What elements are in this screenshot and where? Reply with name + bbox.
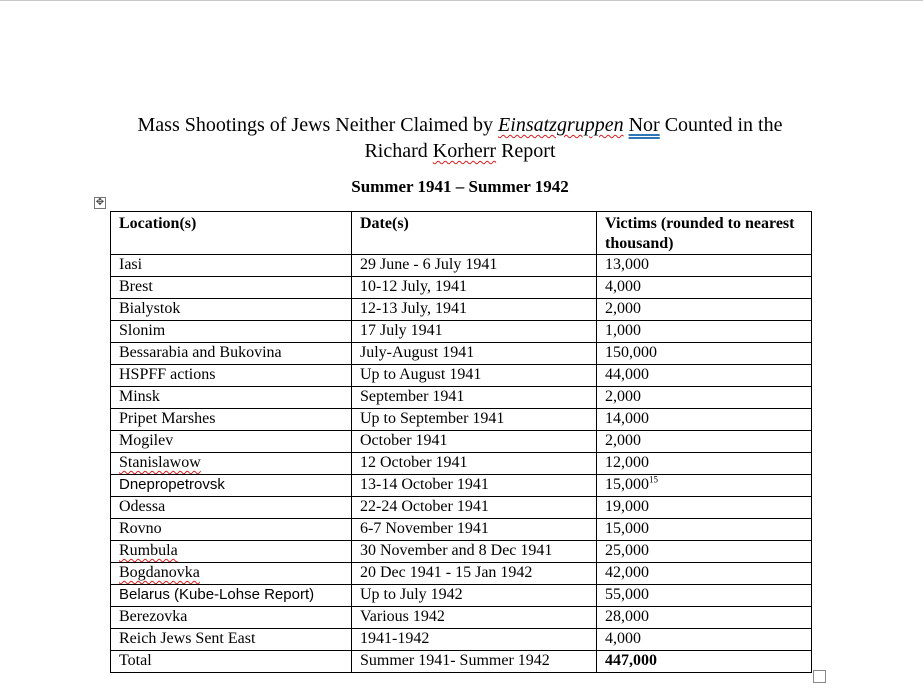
- cell-location: [111, 585, 352, 607]
- cell-victims: [597, 321, 812, 343]
- cell-victims: [597, 409, 812, 431]
- cell-date: 29 June - 6 July 1941: [352, 255, 597, 277]
- victims-text: 25,000: [605, 542, 649, 559]
- table-row: [111, 541, 812, 563]
- resize-square-icon[interactable]: [813, 670, 826, 683]
- cell-location: [111, 475, 352, 497]
- table-row: [111, 387, 812, 409]
- victims-text: 14,000: [605, 410, 649, 427]
- header-victims: Victims (rounded to nearest thousand): [597, 212, 812, 255]
- document-title-line-1: [100, 112, 820, 138]
- victims-text: 1,000: [605, 322, 641, 339]
- cell-date: 13-14 October 1941: [352, 475, 597, 497]
- cell-location: [111, 607, 352, 629]
- cell-location: [111, 365, 352, 387]
- cell-date: 30 November and 8 Dec 1941: [352, 541, 597, 563]
- cell-victims: [597, 607, 812, 629]
- cell-location: [111, 321, 352, 343]
- location-text: Brest: [119, 278, 153, 295]
- cell-victims: [597, 453, 812, 475]
- cell-location: [111, 541, 352, 563]
- table-total-row: [111, 651, 812, 673]
- table-row: [111, 409, 812, 431]
- location-text: Reich Jews Sent East: [119, 630, 256, 647]
- victims-text: 2,000: [605, 300, 641, 317]
- victims-text: 55,000: [605, 586, 649, 603]
- location-text: Bessarabia and Bukovina: [119, 344, 282, 361]
- location-text: Iasi: [119, 256, 143, 273]
- location-text: Mogilev: [119, 432, 174, 449]
- cell-location: [111, 255, 352, 277]
- cell-victims: [597, 541, 812, 563]
- header-location: Location(s): [111, 212, 352, 255]
- title-text: Mass Shootings of Jews Neither Claimed by: [137, 114, 499, 136]
- victims-text: 12,000: [605, 454, 649, 471]
- table-row: [111, 299, 812, 321]
- cell-victims: [597, 365, 812, 387]
- cell-date: Up to July 1942: [352, 585, 597, 607]
- table-row: [111, 563, 812, 585]
- cell-location: [111, 629, 352, 651]
- victims-text: 4,000: [605, 278, 641, 295]
- victims-text: 42,000: [605, 564, 649, 581]
- cell-date: September 1941: [352, 387, 597, 409]
- cell-victims: [597, 585, 812, 607]
- table-row: [111, 475, 812, 497]
- table-row: [111, 365, 812, 387]
- footnote-ref[interactable]: 15: [649, 474, 658, 485]
- victims-text: 447,000: [605, 652, 657, 669]
- table-row: [111, 519, 812, 541]
- location-text: Minsk: [119, 388, 160, 405]
- victims-text: 4,000: [605, 630, 641, 647]
- table-row: [111, 585, 812, 607]
- title-word-nor: Nor: [628, 114, 660, 136]
- victims-text: 2,000: [605, 432, 641, 449]
- victims-text: 44,000: [605, 366, 649, 383]
- cell-victims: [597, 277, 812, 299]
- title-text: Report: [496, 140, 556, 162]
- victims-text: 15,000: [605, 520, 649, 537]
- location-text: Total: [119, 652, 152, 669]
- victims-text: 28,000: [605, 608, 649, 625]
- cell-date: October 1941: [352, 431, 597, 453]
- cell-victims: [597, 475, 812, 497]
- move-cross-icon[interactable]: ✥: [95, 197, 105, 208]
- cell-location: [111, 409, 352, 431]
- cell-date: 6-7 November 1941: [352, 519, 597, 541]
- cell-victims: [597, 387, 812, 409]
- location-text: Stanislawow: [119, 454, 201, 471]
- location-text: Belarus (Kube-Lohse Report): [119, 586, 315, 603]
- location-text: HSPFF actions: [119, 366, 216, 383]
- cell-victims: [597, 519, 812, 541]
- location-text: Odessa: [119, 498, 166, 515]
- table-row: [111, 607, 812, 629]
- victims-text: 15,000: [605, 476, 649, 493]
- cell-location: [111, 299, 352, 321]
- cell-victims: [597, 497, 812, 519]
- cell-date: 20 Dec 1941 - 15 Jan 1942: [352, 563, 597, 585]
- victims-text: 2,000: [605, 388, 641, 405]
- victims-text: 150,000: [605, 344, 657, 361]
- cell-location: [111, 519, 352, 541]
- cell-date: 1941-1942: [352, 629, 597, 651]
- table-row: [111, 629, 812, 651]
- cell-location: [111, 343, 352, 365]
- victims-text: 13,000: [605, 256, 649, 273]
- cell-date: 22-24 October 1941: [352, 497, 597, 519]
- document-subtitle: Summer 1941 – Summer 1942: [351, 177, 569, 196]
- cell-location: [111, 651, 352, 673]
- window-top-border: [0, 0, 923, 1]
- location-text: Berezovka: [119, 608, 188, 625]
- cell-location: [111, 497, 352, 519]
- header-date: Date(s): [352, 212, 597, 255]
- table-row: [111, 255, 812, 277]
- cell-victims: [597, 343, 812, 365]
- cell-victims: [597, 299, 812, 321]
- location-text: Bogdanovka: [119, 564, 200, 581]
- cell-date: 10-12 July, 1941: [352, 277, 597, 299]
- cell-date: Various 1942: [352, 607, 597, 629]
- table-row: [111, 343, 812, 365]
- cell-victims: [597, 255, 812, 277]
- title-word-korherr: Korherr: [432, 140, 497, 162]
- cell-victims: [597, 563, 812, 585]
- cell-location: [111, 563, 352, 585]
- cell-victims: [597, 629, 812, 651]
- table-row: [111, 431, 812, 453]
- cell-date: July-August 1941: [352, 343, 597, 365]
- table-row: [111, 277, 812, 299]
- location-text: Pripet Marshes: [119, 410, 216, 427]
- location-text: Rovno: [119, 520, 162, 537]
- location-text: Rumbula: [119, 542, 178, 559]
- cell-location: [111, 387, 352, 409]
- shootings-table: [110, 211, 812, 673]
- table-row: [111, 321, 812, 343]
- table-row: [111, 453, 812, 475]
- cell-date: 17 July 1941: [352, 321, 597, 343]
- table-body: [111, 255, 812, 673]
- location-text: Dnepropetrovsk: [119, 476, 225, 493]
- cell-date: 12-13 July, 1941: [352, 299, 597, 321]
- location-text: Bialystok: [119, 300, 181, 317]
- table-header-row: [111, 212, 812, 255]
- cell-location: [111, 277, 352, 299]
- cell-date: Summer 1941- Summer 1942: [352, 651, 597, 673]
- document-title-line-2: [100, 138, 820, 164]
- location-text: Slonim: [119, 322, 166, 339]
- victims-text: 19,000: [605, 498, 649, 515]
- cell-date: Up to September 1941: [352, 409, 597, 431]
- title-text: Counted in the: [659, 114, 783, 136]
- cell-date: Up to August 1941: [352, 365, 597, 387]
- cell-location: [111, 453, 352, 475]
- cell-date: 12 October 1941: [352, 453, 597, 475]
- title-text: Richard: [364, 140, 433, 162]
- cell-location: [111, 431, 352, 453]
- title-italic-einsatzgruppen: Einsatzgruppen: [498, 114, 624, 136]
- cell-victims: [597, 651, 812, 673]
- table-row: [111, 497, 812, 519]
- cell-victims: [597, 431, 812, 453]
